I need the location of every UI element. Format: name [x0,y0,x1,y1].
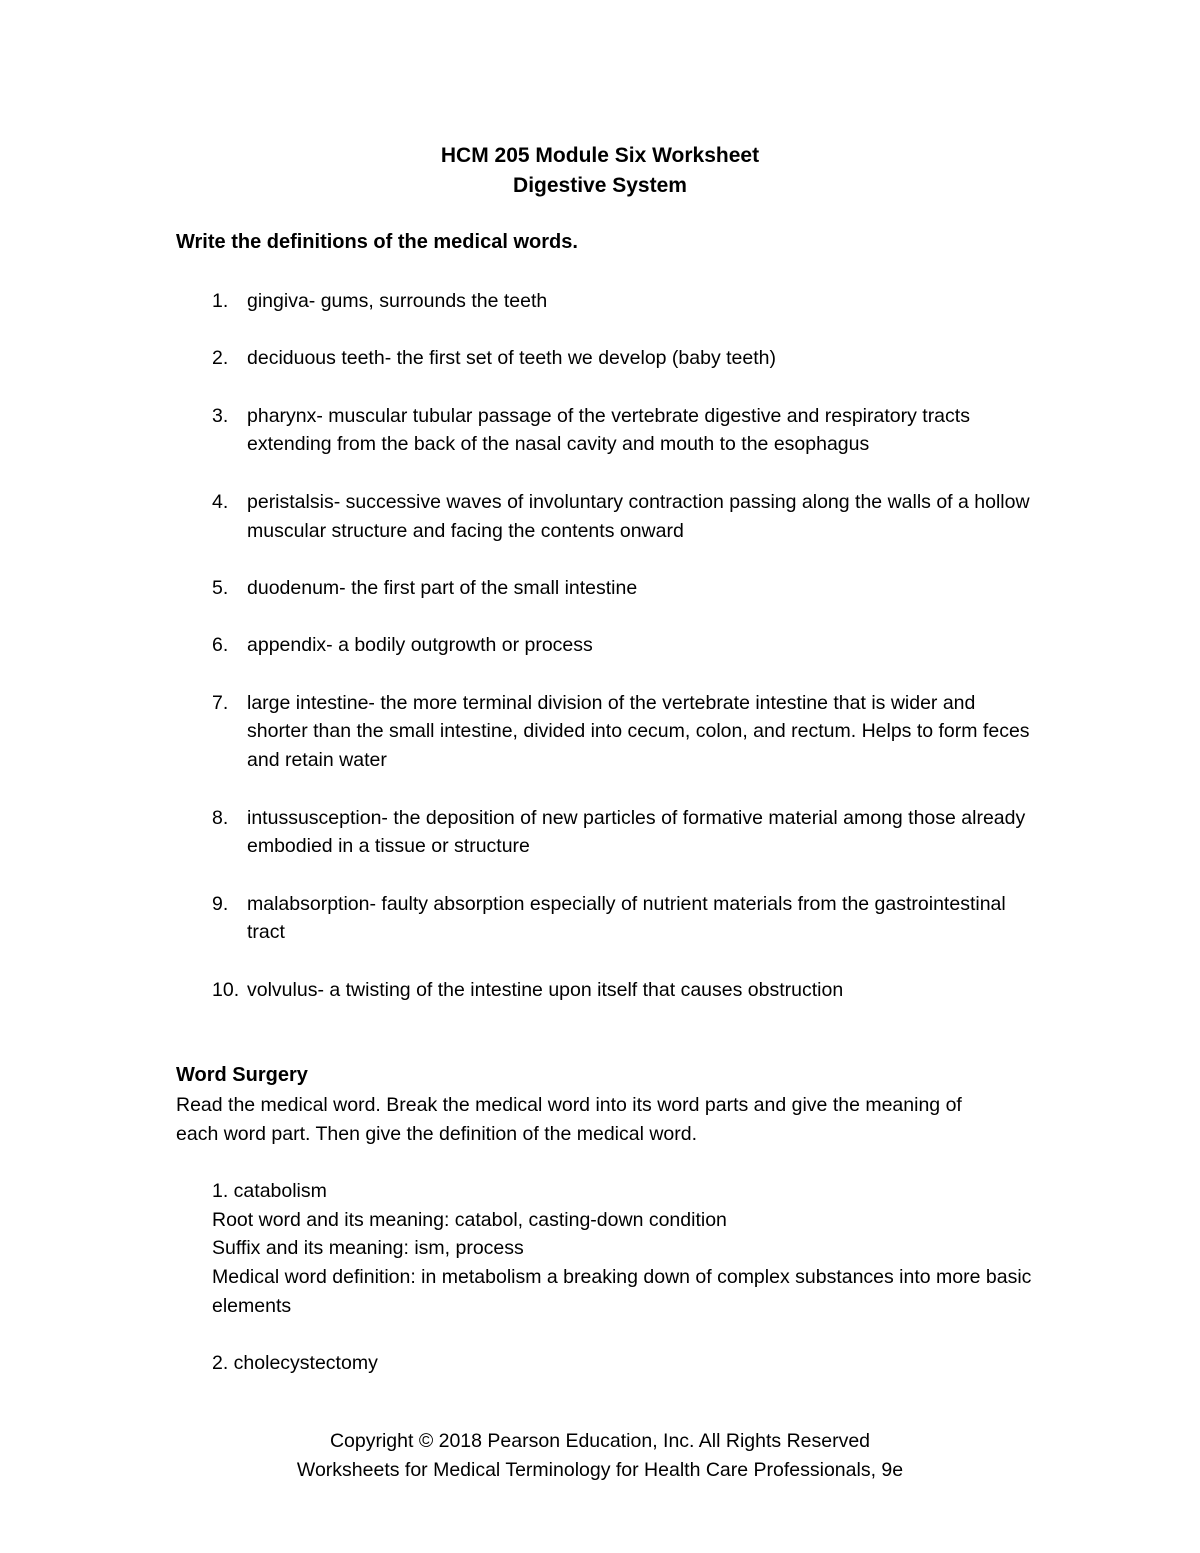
word-surgery-entry [212,1177,1042,1321]
word-surgery-suffix: Suffix and its meaning: ism, process [212,1237,524,1260]
definition-item [176,574,1036,603]
definition-item [176,344,1036,373]
definition-item [176,976,1036,1005]
definition-number: 5. [212,576,229,599]
definition-number: 2. [212,347,229,370]
definition-text: deciduous teeth- the first set of teeth we develop (baby teeth) [247,347,776,370]
definition-number: 8. [212,806,229,829]
title-block [0,141,1200,201]
definition-number: 6. [212,634,229,657]
definition-item [176,689,1036,775]
word-surgery-definition: Medical word definition: in metabolism a breaking down of complex substances into more basic elements [212,1266,1032,1317]
footer-copyright: Copyright © 2018 Pearson Education, Inc. All Rights Reserved [329,1430,871,1452]
page-subtitle: Digestive System [513,174,687,197]
definition-text: large intestine- the more terminal division of the vertebrate intestine that is wider and shorter than the small intestine, divided into cecum, colon, and rectum. Helps to form feces and retain water [247,691,1030,772]
definition-item [176,631,1036,660]
word-surgery-word: 2. cholecystectomy [212,1352,378,1374]
definition-text: malabsorption- faulty absorption especially of nutrient materials from the gastrointestinal tract [247,892,1006,944]
definitions-list [176,287,1036,1033]
page-title: HCM 205 Module Six Worksheet [440,144,760,167]
definitions-instructions: Write the definitions of the medical words. [176,231,578,253]
definition-number: 10. [212,978,240,1001]
word-surgery-entry [212,1349,1042,1378]
word-surgery-heading: Word Surgery [176,1064,308,1086]
definition-number: 7. [212,691,229,714]
definition-number: 3. [212,404,229,427]
definition-item [176,488,1036,545]
definition-item [176,402,1036,459]
word-surgery-word: 1. catabolism [212,1180,327,1202]
definition-text: duodenum- the first part of the small intestine [247,576,638,599]
definition-text: gingiva- gums, surrounds the teeth [247,290,548,312]
definition-number: 4. [212,490,229,513]
definition-number: 1. [212,290,229,312]
definition-text: volvulus- a twisting of the intestine upon itself that causes obstruction [247,978,844,1001]
footer-source: Worksheets for Medical Terminology for Health Care Professionals, 9e [296,1459,904,1481]
definition-text: appendix- a bodily outgrowth or process [247,634,593,657]
definition-item [176,287,1036,316]
definition-text: peristalsis- successive waves of involuntary contraction passing along the walls of a hollow muscular structure and facing the contents onward [247,490,1030,542]
definition-item [176,890,1036,947]
page-footer [0,1427,1200,1485]
definition-item [176,804,1036,861]
definition-text: intussusception- the deposition of new particles of formative material among those already embodied in a tissue or structure [247,806,1026,858]
word-surgery-intro: Read the medical word. Break the medical word into its word parts and give the meaning of each word part. Then give the definition of the medical word. [176,1094,962,1145]
definition-text: pharynx- muscular tubular passage of the vertebrate digestive and respiratory tracts extending from the back of the nasal cavity and mouth to the esophagus [247,404,970,456]
word-surgery-root: Root word and its meaning: catabol, casting-down condition [212,1208,727,1231]
definition-number: 9. [212,892,229,915]
